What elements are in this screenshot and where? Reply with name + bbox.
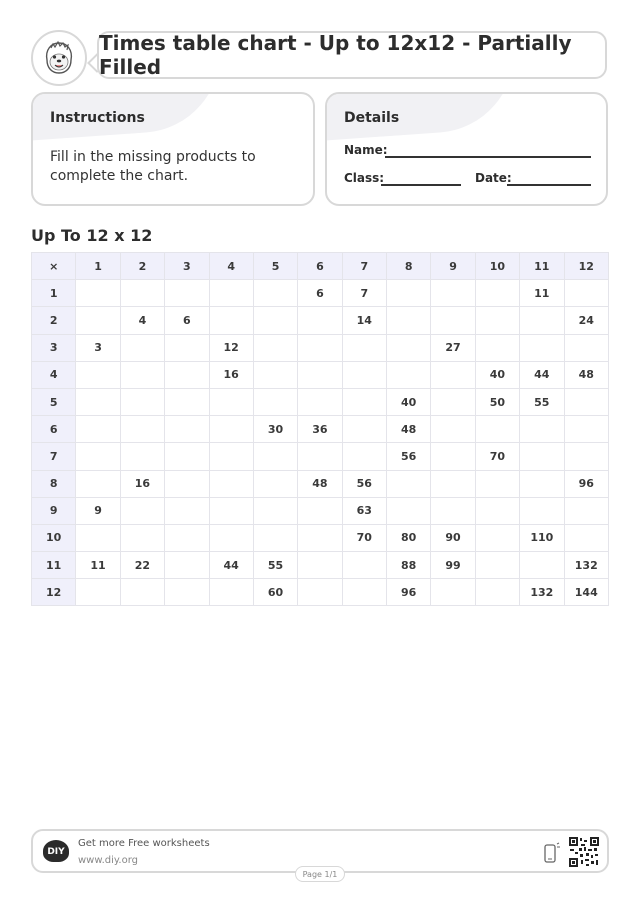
product-cell: 6 [165,307,209,334]
column-header: 8 [387,253,431,280]
empty-product-cell[interactable] [475,416,519,443]
empty-product-cell[interactable] [209,280,253,307]
empty-product-cell[interactable] [298,443,342,470]
empty-product-cell[interactable] [564,524,609,551]
column-header: 10 [475,253,519,280]
table-header-row [32,253,609,280]
table-row [32,361,609,388]
product-cell: 36 [298,416,342,443]
empty-product-cell[interactable] [564,388,609,415]
row-header: 5 [32,388,76,415]
empty-product-cell[interactable] [475,334,519,361]
empty-product-cell[interactable] [520,470,564,497]
product-cell: 90 [431,524,475,551]
empty-product-cell[interactable] [520,552,564,579]
empty-product-cell[interactable] [387,497,431,524]
table-row [32,334,609,361]
empty-product-cell[interactable] [342,552,386,579]
name-label: Name: [344,143,388,157]
column-header: 2 [120,253,164,280]
column-header: 6 [298,253,342,280]
empty-product-cell[interactable] [387,307,431,334]
column-header: 11 [520,253,564,280]
row-header: 2 [32,307,76,334]
empty-product-cell[interactable] [209,579,253,606]
empty-product-cell[interactable] [165,416,209,443]
empty-product-cell[interactable] [475,307,519,334]
table-row [32,388,609,415]
product-cell: 11 [76,552,120,579]
column-header: 1 [76,253,120,280]
empty-product-cell[interactable] [520,416,564,443]
column-header: 3 [165,253,209,280]
empty-product-cell[interactable] [342,579,386,606]
empty-product-cell[interactable] [120,579,164,606]
product-cell: 55 [253,552,297,579]
empty-product-cell[interactable] [76,524,120,551]
empty-product-cell[interactable] [165,361,209,388]
times-table [31,252,609,606]
empty-product-cell[interactable] [209,307,253,334]
empty-product-cell[interactable] [431,470,475,497]
empty-product-cell[interactable] [253,361,297,388]
empty-product-cell[interactable] [209,497,253,524]
product-cell: 60 [253,579,297,606]
empty-product-cell[interactable] [431,280,475,307]
empty-product-cell[interactable] [76,443,120,470]
column-header: 7 [342,253,386,280]
page-title: Times table chart - Up to 12x12 - Partially Filled [99,31,572,79]
empty-product-cell[interactable] [253,280,297,307]
empty-product-cell[interactable] [76,579,120,606]
empty-product-cell[interactable] [120,334,164,361]
diy-logo[interactable]: DIY [43,840,69,862]
empty-product-cell[interactable] [564,497,609,524]
name-field[interactable] [385,156,591,158]
product-cell: 70 [342,524,386,551]
empty-product-cell[interactable] [564,416,609,443]
empty-product-cell[interactable] [298,388,342,415]
product-cell: 48 [298,470,342,497]
empty-product-cell[interactable] [76,388,120,415]
empty-product-cell[interactable] [253,388,297,415]
product-cell: 99 [431,552,475,579]
product-cell: 11 [520,280,564,307]
product-cell: 27 [431,334,475,361]
product-cell: 48 [564,361,609,388]
empty-product-cell[interactable] [342,388,386,415]
empty-product-cell[interactable] [475,579,519,606]
row-header: 8 [32,470,76,497]
empty-product-cell[interactable] [431,443,475,470]
empty-product-cell[interactable] [564,280,609,307]
product-cell: 44 [520,361,564,388]
empty-product-cell[interactable] [120,416,164,443]
empty-product-cell[interactable] [165,388,209,415]
empty-product-cell[interactable] [387,470,431,497]
row-header: 3 [32,334,76,361]
empty-product-cell[interactable] [298,524,342,551]
product-cell: 14 [342,307,386,334]
row-header: 7 [32,443,76,470]
product-cell: 80 [387,524,431,551]
empty-product-cell[interactable] [253,443,297,470]
empty-product-cell[interactable] [475,470,519,497]
product-cell: 96 [387,579,431,606]
table-row [32,497,609,524]
empty-product-cell[interactable] [475,524,519,551]
yeti-mascot-icon [39,38,79,78]
table-row [32,579,609,606]
empty-product-cell[interactable] [298,334,342,361]
empty-product-cell[interactable] [387,280,431,307]
product-cell: 40 [387,388,431,415]
empty-product-cell[interactable] [165,497,209,524]
table-row [32,443,609,470]
row-header: 1 [32,280,76,307]
details-heading: Details [344,110,400,126]
empty-product-cell[interactable] [564,443,609,470]
empty-product-cell[interactable] [342,416,386,443]
empty-product-cell[interactable] [209,443,253,470]
row-header: 6 [32,416,76,443]
row-header: 10 [32,524,76,551]
empty-product-cell[interactable] [431,497,475,524]
column-header: 5 [253,253,297,280]
product-cell: 6 [298,280,342,307]
empty-product-cell[interactable] [520,497,564,524]
page-indicator: Page 1/1 [295,866,345,882]
table-row [32,470,609,497]
footer-url[interactable]: www.diy.org [78,855,138,866]
product-cell: 4 [120,307,164,334]
empty-product-cell[interactable] [520,307,564,334]
mascot-avatar [31,30,87,86]
product-cell: 44 [209,552,253,579]
empty-product-cell[interactable] [298,307,342,334]
product-cell: 3 [76,334,120,361]
empty-product-cell[interactable] [209,388,253,415]
row-header: 11 [32,552,76,579]
product-cell: 110 [520,524,564,551]
empty-product-cell[interactable] [120,443,164,470]
empty-product-cell[interactable] [165,552,209,579]
product-cell: 132 [564,552,609,579]
empty-product-cell[interactable] [431,388,475,415]
empty-product-cell[interactable] [253,497,297,524]
class-label: Class: [344,171,385,185]
empty-product-cell[interactable] [76,280,120,307]
product-cell: 63 [342,497,386,524]
empty-product-cell[interactable] [520,334,564,361]
instructions-text: Fill in the missing products to complete the chart. [50,149,256,184]
empty-product-cell[interactable] [431,361,475,388]
empty-product-cell[interactable] [120,524,164,551]
product-cell: 9 [76,497,120,524]
product-cell: 30 [253,416,297,443]
empty-product-cell[interactable] [387,361,431,388]
row-header: 9 [32,497,76,524]
product-cell: 7 [342,280,386,307]
product-cell: 40 [475,361,519,388]
product-cell: 22 [120,552,164,579]
empty-product-cell[interactable] [431,579,475,606]
empty-product-cell[interactable] [209,524,253,551]
product-cell: 16 [120,470,164,497]
empty-product-cell[interactable] [475,497,519,524]
empty-product-cell[interactable] [520,443,564,470]
table-row [32,280,609,307]
empty-product-cell[interactable] [76,361,120,388]
empty-product-cell[interactable] [298,497,342,524]
table-row [32,416,609,443]
instructions-heading: Instructions [50,110,145,126]
date-field[interactable] [507,184,591,186]
product-cell: 96 [564,470,609,497]
empty-product-cell[interactable] [342,361,386,388]
empty-product-cell[interactable] [165,443,209,470]
section-title: Up To 12 x 12 [31,226,153,245]
empty-product-cell[interactable] [76,307,120,334]
product-cell: 144 [564,579,609,606]
footer-title: Get more Free worksheets [78,838,210,849]
empty-product-cell[interactable] [76,470,120,497]
empty-product-cell[interactable] [165,579,209,606]
empty-product-cell[interactable] [165,470,209,497]
empty-product-cell[interactable] [475,552,519,579]
empty-product-cell[interactable] [431,416,475,443]
product-cell: 56 [342,470,386,497]
class-field[interactable] [381,184,461,186]
empty-product-cell[interactable] [298,552,342,579]
empty-product-cell[interactable] [564,334,609,361]
row-header: 4 [32,361,76,388]
details-card [325,92,608,206]
empty-product-cell[interactable] [387,334,431,361]
empty-product-cell[interactable] [253,307,297,334]
empty-product-cell[interactable] [120,361,164,388]
table-row [32,552,609,579]
empty-product-cell[interactable] [298,579,342,606]
phone-icon [543,842,561,864]
empty-product-cell[interactable] [165,334,209,361]
product-cell: 56 [387,443,431,470]
column-header: 12 [564,253,609,280]
empty-product-cell[interactable] [342,443,386,470]
empty-product-cell[interactable] [209,416,253,443]
product-cell: 55 [520,388,564,415]
column-header: 4 [209,253,253,280]
product-cell: 50 [475,388,519,415]
qr-code-icon[interactable] [569,837,599,867]
empty-product-cell[interactable] [165,280,209,307]
empty-product-cell[interactable] [120,388,164,415]
empty-product-cell[interactable] [209,470,253,497]
row-header: 12 [32,579,76,606]
empty-product-cell[interactable] [298,361,342,388]
date-label: Date: [475,171,512,185]
empty-product-cell[interactable] [431,307,475,334]
empty-product-cell[interactable] [342,334,386,361]
empty-product-cell[interactable] [253,524,297,551]
product-cell: 88 [387,552,431,579]
instructions-card [31,92,315,206]
product-cell: 16 [209,361,253,388]
product-cell: 48 [387,416,431,443]
column-header: 9 [431,253,475,280]
empty-product-cell[interactable] [475,280,519,307]
empty-product-cell[interactable] [76,416,120,443]
empty-product-cell[interactable] [165,524,209,551]
table-row [32,524,609,551]
table-corner: × [32,253,76,280]
empty-product-cell[interactable] [120,280,164,307]
product-cell: 12 [209,334,253,361]
empty-product-cell[interactable] [253,470,297,497]
table-row [32,307,609,334]
product-cell: 24 [564,307,609,334]
product-cell: 70 [475,443,519,470]
title-box [97,31,607,79]
empty-product-cell[interactable] [253,334,297,361]
empty-product-cell[interactable] [120,497,164,524]
product-cell: 132 [520,579,564,606]
